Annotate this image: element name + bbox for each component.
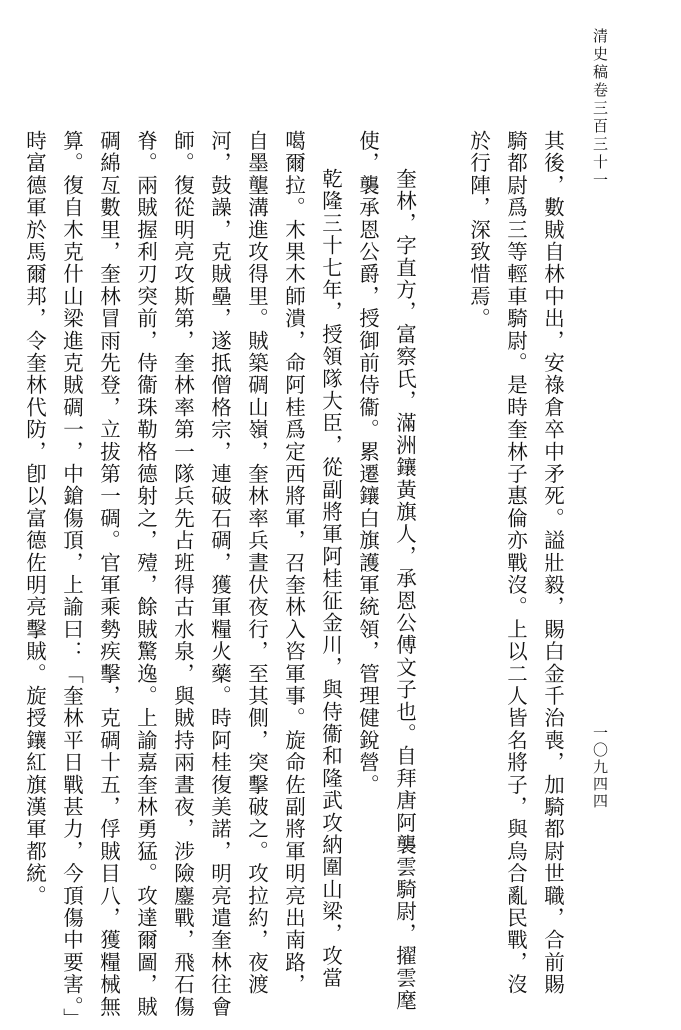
text-column: 脊。兩賊握利刃突前，侍衞珠勒格德射之，殪，餘賊驚逸。上諭嘉奎林勇猛。攻達爾圖，賊 [133,130,158,1018]
running-title: 清史稿卷三百三十一 [591,28,609,190]
text-column: 自墨壟溝進攻得里。賊築碉山嶺，奎林率兵晝伏夜行，至其側，突擊破之。攻拉約，夜渡 [244,130,269,996]
text-column: 碉綿亙數里，奎林冒雨先登，立拔第一碉。官軍乘勢疾擊，克碉十五，俘賊目八，獲糧械無 [96,130,121,1018]
text-column: 師。復從明亮攻斯第，奎林率第一隊兵先占班得古水泉，與賊持兩晝夜，涉險鏖戰，飛石傷 [170,130,195,1018]
text-column: 河，鼓譟，克賊壘，遂抵僧格宗，連破石碉，獲軍糧火藥。時阿桂復美諾，明亮遣奎林往會 [207,130,232,1018]
text-column: 噶爾拉。木果木師潰，命阿桂爲定西將軍，召奎林入咨軍事。旋命佐副將軍明亮出南路， [281,130,306,996]
text-column: 其後，數賊自林中出，安祿倉卒中矛死。謚壯毅，賜白金千治喪，加騎都尉世職，合前賜 [540,130,565,996]
text-column: 使，襲承恩公爵，授御前侍衞。累遷鑲白旗護軍統領，管理健銳營。 [355,130,380,796]
text-column: 時富德軍於馬爾邦，令奎林代防，卽以富德佐明亮擊賊。旋授鑲紅旗漢軍都統。 [22,130,47,907]
text-column: 騎都尉爲三等輕車騎尉。是時奎林子惠倫亦戰沒。上以二人皆名將子，與烏合亂民戰，沒 [503,130,528,996]
page-number: 一〇九四四 [591,725,609,810]
text-column: 乾隆三十七年，授領隊大臣，從副將軍阿桂征金川，與侍衞和隆武攻納圍山梁，攻當 [318,168,343,990]
text-column: 於行陣，深致惜焉。 [466,130,491,330]
text-column: 奎林，字直方，富察氏，滿洲鑲黃旗人，承恩公傅文子也。自拜唐阿襲雲騎尉，擢雲麾 [392,168,417,1012]
text-column: 算。復自木克什山梁進克賊碉一，中鎗傷頂，上諭曰：「奎林平日戰甚力，今頂傷中要害。」 [59,130,84,1030]
